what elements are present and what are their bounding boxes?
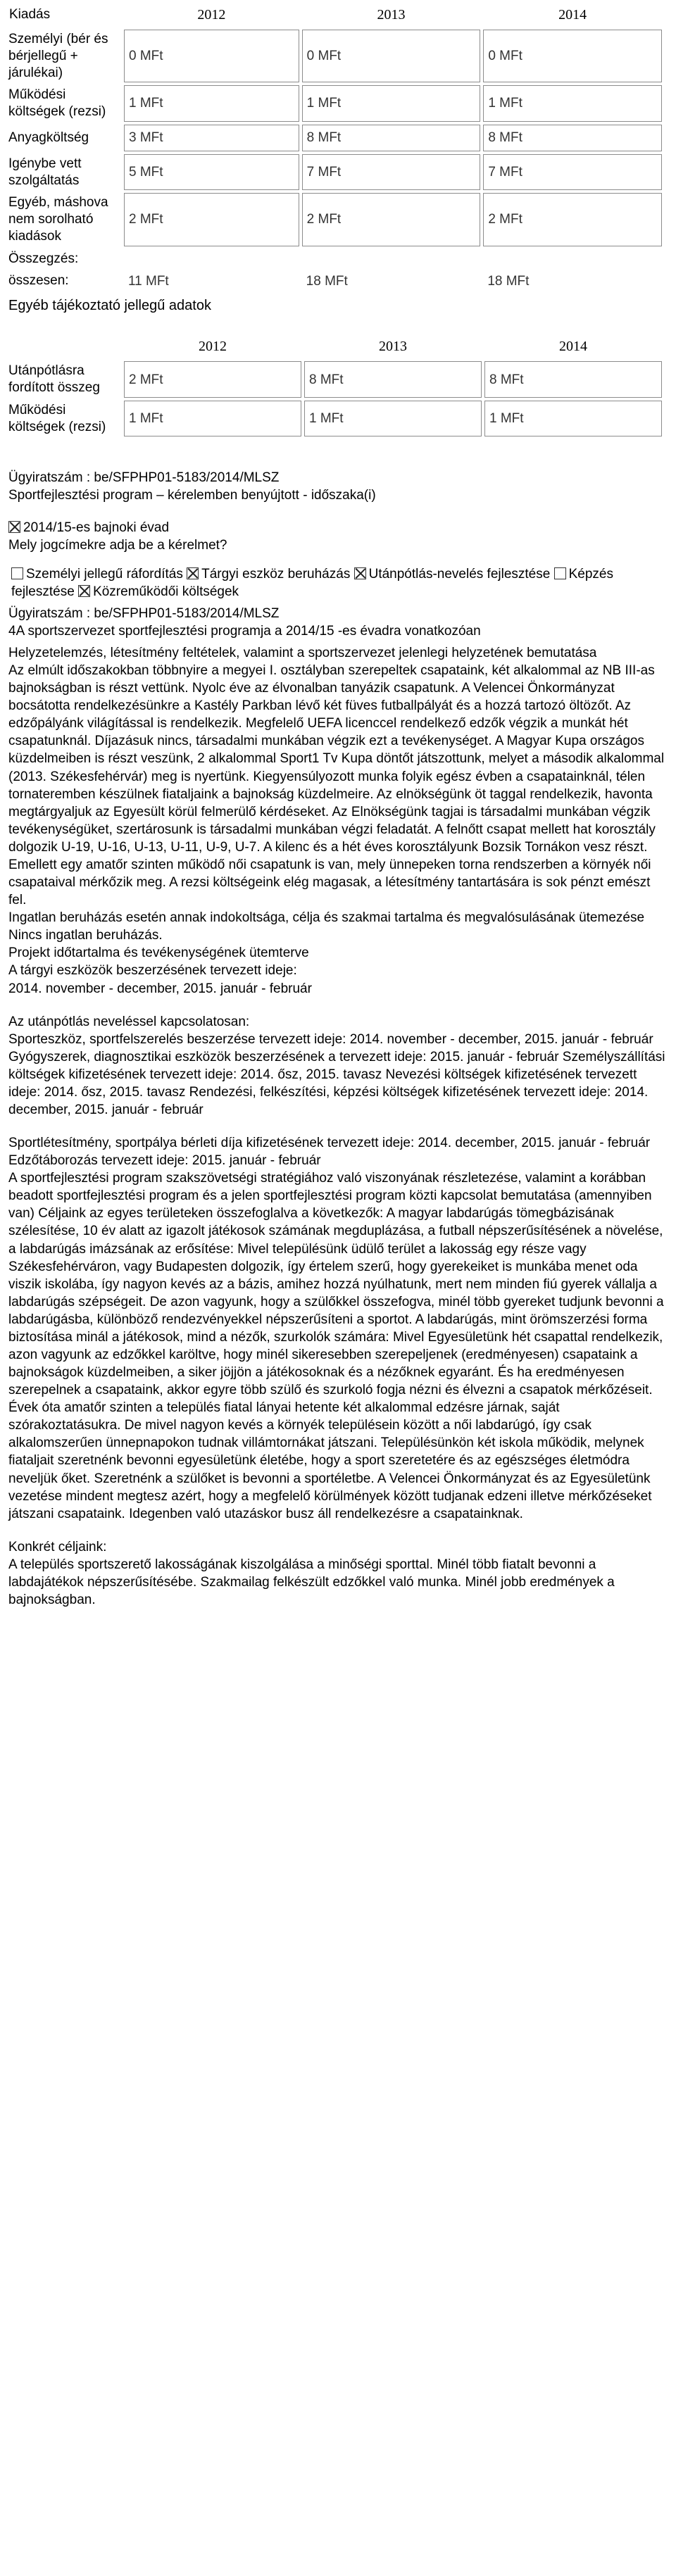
- total-value: 11 MFt: [128, 273, 169, 289]
- value-cell: 8 MFt: [302, 125, 481, 151]
- value-cell: 1 MFt: [302, 85, 481, 122]
- season-line: [8, 519, 668, 536]
- value-cell: 2 MFt: [483, 193, 662, 246]
- value-cell: 8 MFt: [483, 125, 662, 151]
- year-header: 2012: [197, 6, 226, 23]
- category-label: Képzés fejlesztése: [11, 566, 613, 599]
- egyeb-table: [6, 332, 665, 439]
- helyzet-heading: Helyzetelemzés, létesítmény feltételek, valamint a sportszervezet jelenlegi helyzetének bemutatása: [8, 646, 597, 661]
- season-checkbox[interactable]: [8, 521, 20, 533]
- kiadas-table: [6, 0, 665, 294]
- egyeb-title: Egyéb tájékoztató jellegű adatok: [8, 298, 211, 313]
- total-row: [8, 271, 662, 291]
- category-label: Utánpótlás-nevelés fejlesztése: [368, 566, 551, 582]
- targyi-heading: A tárgyi eszközök beszerzésének tervezett ideje:: [8, 963, 297, 979]
- edzotaborozas-text: Edzőtáborozás tervezett ideje: 2015. január - február: [8, 1153, 321, 1169]
- season-label: 2014/15-es bajnoki évad: [23, 520, 170, 535]
- category-list: [8, 565, 668, 601]
- program-intro: 4A sportszervezet sportfejlesztési programja a 2014/15 -es évadra vonatkozóan: [8, 623, 481, 639]
- value-cell: 2 MFt: [302, 193, 481, 246]
- value-cell: 7 MFt: [483, 154, 662, 191]
- year-header: 2013: [377, 6, 406, 23]
- targyi-text: 2014. november - december, 2015. január - február: [8, 981, 312, 996]
- value-cell: 1 MFt: [304, 401, 482, 437]
- program-period: Sportfejlesztési program – kérelemben benyújtott - időszaka(i): [8, 488, 376, 503]
- utanpotlas-heading: Az utánpótlás neveléssel kapcsolatosan:: [8, 1014, 250, 1029]
- konkret-text: A település sportszerető lakosságának kiszolgálása a minőségi sporttal. Minél több fiatalt bevonni a labdajátékok népszerűsítésébe. Szakmailag felkészült edzőkkel való munka. Minél jobb eredmények a bajnokságban.: [8, 1557, 615, 1607]
- ingatlan-heading: Ingatlan beruházás esetén annak indokoltsága, célja és szakmai tartalma és megvalósulásának ütemezése: [8, 910, 645, 926]
- value-cell: 1 MFt: [124, 85, 299, 122]
- ingatlan-text: Nincs ingatlan beruházás.: [8, 928, 163, 943]
- table-row: [8, 125, 662, 151]
- category-label: Közreműködői költségek: [93, 584, 239, 599]
- row-label: Működési költségek (rezsi): [8, 87, 106, 119]
- value-cell: 0 MFt: [483, 30, 662, 82]
- ugyiratszam: Ügyiratszám : be/SFPHP01-5183/2014/MLSZ: [8, 470, 280, 486]
- table-row: [8, 85, 662, 122]
- value-cell: 1 MFt: [484, 401, 662, 437]
- value-cell: 0 MFt: [124, 30, 299, 82]
- category-checkbox[interactable]: [187, 567, 199, 579]
- value-cell: 1 MFt: [124, 401, 301, 437]
- year-header: 2014: [559, 339, 587, 355]
- kiadas-title: Kiadás: [9, 7, 51, 23]
- year-header: 2012: [199, 339, 227, 355]
- table-row: [8, 401, 662, 437]
- projekt-heading: Projekt időtartalma és tevékenységének ütemterve: [8, 945, 309, 961]
- ugyiratszam: Ügyiratszám : be/SFPHP01-5183/2014/MLSZ: [8, 605, 280, 621]
- category-checkbox[interactable]: [554, 567, 566, 579]
- total-value: 18 MFt: [306, 273, 348, 289]
- value-cell: 1 MFt: [483, 85, 662, 122]
- table-row: [8, 193, 662, 246]
- table-row: [8, 30, 662, 82]
- row-label: Igénybe vett szolgáltatás: [8, 156, 82, 188]
- year-header: 2014: [558, 6, 587, 23]
- row-label: Egyéb, máshova nem sorolható kiadások: [8, 195, 108, 244]
- osszegzes-label: Összegzés:: [8, 251, 79, 266]
- main-text: A sportfejlesztési program szakszövetségi stratégiához való viszonyának részletezése, valamint a korábban beadott sportfejlesztési program és a jelen sportfejlesztési program közti kapcsolat bemutatása (amennyiben van) Céljaink az egyes területeken összefoglalva a következők: A magyar labdarúgás tömegbázisának szélesítése, 10 év alatt az igazolt játékosok számának megduplázása, a futball népszerűsítésének a növelése, a labdarúgás imázsának az erősítése: Mivel településünk üdülő terület a lakosság egy része vagy Székesfehérváron, vagy Budapesten dolgozik, így értelem szerű, hogy gyerekeiket is munkába menet oda viszik iskolába, így nagyon kevés az a bázis, amihez hozzá nyúlhatunk, mert nem minden fiú gyerek vállalja a labdarúgás szépségeit. De azon vagyunk, hogy a szülőkkel összefogva, minél több gyereket tudjunk bevonni a labdarúgásba, különböző rendezvényekkel népszerűsíteni a sportot. A labdarúgás, mint örömszerzési forma biztosítása minál a játékosok, mind a nézők, szurkolók számára: Mivel Egyesületünk hét csapattal rendelkezik, azon vagyunk az edzőkkel karöltve, hogy minél sikeresebben szerepeljenek (eredményesen) csapataink a bajnokságok küzdelmeiben, a siker jöjjön a játékosoknak és a nézőknek egyaránt. És ha eredményesen szerepelnek a csapataink, akkor egyre több szülő és szurkoló fogja nézni és élvezni a csapatok mérkőzéseit. Évek óta amatőr szinten a település fiatal lányai hetente két alkalommal edzésre járnak, saját szórakoztatásukra. De mivel nagyon kevés a környék településein között a női labdarúgó, így csak alkalomszerűen ünnepnapokon tudnak villámtornákat játszani. Településünkön két iskola működik, melynek fiataljait szeretnénk bevonni egyesületünk életébe, hogy a sport szeretetére és az egészséges életmódra neveljük őket. Szeretnénk a szülőket is bevonni a sportéletbe. A Velencei Önkormányzat és az Egyesületünk vezetése mindent megtesz azért, hogy a megfelelő körülmények között tudjanak edzeni illetve mérkőzéseket játszani csapataink. Idegenben való utazáskor busz áll rendelkezésre a csapatainknak.: [8, 1171, 664, 1521]
- table-row: [8, 361, 662, 398]
- category-label: Tárgyi eszköz beruházás: [201, 566, 351, 582]
- value-cell: 8 MFt: [484, 361, 662, 398]
- row-label: Működési költségek (rezsi): [8, 402, 106, 434]
- category-checkbox[interactable]: [11, 567, 23, 579]
- sportletesitmeny-text: Sportlétesítmény, sportpálya bérleti díja kifizetésének tervezett ideje: 2014. december, 2015. január - február: [8, 1136, 651, 1151]
- row-label: Utánpótlásra fordított összeg: [8, 363, 100, 396]
- category-checkbox[interactable]: [354, 567, 366, 579]
- value-cell: 3 MFt: [124, 125, 299, 151]
- row-label: Anyagköltség: [8, 130, 89, 145]
- jogcim-question: Mely jogcímekre adja be a kérelmet?: [8, 537, 227, 553]
- value-cell: 7 MFt: [302, 154, 481, 191]
- utanpotlas-text: Sporteszköz, sportfelszerelés beszerzése tervezett ideje: 2014. november - december, 2015. január - február Gyógyszerek, diagnosztikai eszközök beszerzésének a tervezett ideje: 2015. január - február Személyszállítási költségek kifizetésének tervezett ideje: 2014. ősz, 2015. tavasz Nevezési költségek kifizetésének tervezett ideje: 2014. ősz, 2015. tavasz Rendezési, felkészítési, képzési költségek kifizetésének tervezett ideje: 2014. december, 2015. január - február: [8, 1031, 665, 1117]
- total-value: 18 MFt: [487, 273, 530, 289]
- total-label: összesen:: [8, 273, 69, 289]
- value-cell: 2 MFt: [124, 193, 299, 246]
- table-row: [8, 154, 662, 191]
- year-header: 2013: [379, 339, 407, 355]
- value-cell: 5 MFt: [124, 154, 299, 191]
- category-checkbox[interactable]: [78, 585, 90, 597]
- value-cell: 0 MFt: [302, 30, 481, 82]
- helyzet-text: Az elmúlt időszakokban többnyire a megyei I. osztályban szerepeltek csapataink, két alkalommal az NB III-as bajnokságban is részt vettünk. Nyolc éve az élvonalban tanyázik csapatunk. A Velencei Önkormányzat bocsátotta rendelkezésünkre a Kastély Parkban lévő két füves futballpályát és a hozzá tartozó öltözőt. Az edzőpályánk világítással is rendelkezik. Megfelelő UEFA licenccel rendelkező edzők végzik a munkát hét csapatunknál. Díjazásuk nincs, társadalmi munkában végzik ezt a tevékenységet. A Magyar Kupa országos küzdelmeiben is részt veszünk, 2 alkalommal Sport1 Tv Kupa döntőt játszottunk, melyet a második alkalommal (2013. Székesfehérvár) meg is nyertünk. Kiegyensúlyozott munka folyik egész évben a csapatainknál, télen tornateremben készülnek fiataljaink a bajnokság küzdelmeire. Az elnökségünk öt taggal rendelkezik, havonta megtárgyaljuk az Egyesült körül felmerülő kérdéseket. Az Elnökségünk tagjai is társadalmi munkában végzik tevékenységüket, szertárosunk is társadalmi munkában végzi feladatát. A felnőtt csapat mellett hat korosztály dolgozik U-19, U-16, U-13, U-11, U-9, U-7. A kilenc és a hét éves korosztályunk Bozsik Tornákon vesz részt. Emellett egy amatőr szinten működő női csapatunk is van, mely ünnepeken torna rendszerben a környék női csapataival mérkőzik meg. A rezsi költségeink elég magasak, a létesítmény tantartására is sok pénzt emészt fel.: [8, 663, 665, 908]
- category-label: Személyi jellegű ráfordítás: [26, 566, 183, 582]
- row-label: Személyi (bér és bérjellegű + járulékai): [8, 32, 108, 80]
- konkret-heading: Konkrét céljaink:: [8, 1539, 107, 1554]
- value-cell: 8 MFt: [304, 361, 482, 398]
- value-cell: 2 MFt: [124, 361, 301, 398]
